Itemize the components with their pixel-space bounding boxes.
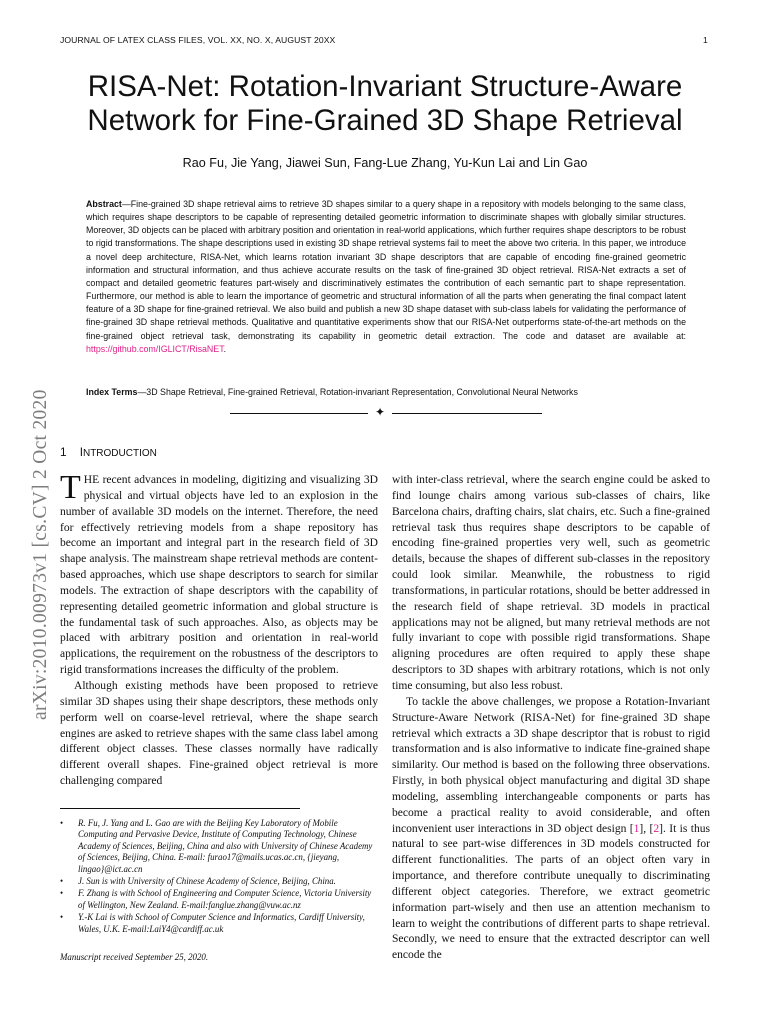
paragraph bbox=[392, 695, 710, 964]
separator-rule-left bbox=[230, 413, 368, 414]
paragraph-text: recent advances in modeling, digitizing and visualizing 3D physical and virtual objects have led to an explosion in the number of available 3D models on the internet. Therefore, the need for effectively retrieving models from a shape repository has become an important and integral part in the research field of 3D shape analysis. The mainstream shape retrieval methods are content-based approaches, which use shape descriptors to search for similar models. The extraction of shape descriptors with the capability of representing detailed geometric information and global structure is the fundamental task of such approaches. Also, as objects may be placed with arbitrary position and orientation in real-world applications, the requirement on the robustness of the descriptors to rigid transformations increases the difficulty of the problem. bbox=[60, 474, 378, 677]
running-header: JOURNAL OF LATEX CLASS FILES, VOL. XX, NO. X, AUGUST 20XX bbox=[60, 35, 336, 45]
paragraph: with inter-class retrieval, where the search engine could be asked to find lounge chairs among various sub-classes of chairs, like Barcelona chairs, drafting chairs, slat chairs, etc. Such a fine-grained retrieval task thus requires shape descriptors to be capable of encoding fine-grained properties very well, such as geometric details, because the shapes of different sub-classes in the repository could look similar. Meanwhile, the robustness to rigid transformations, in particular rotations, should be better addressed in the research field of shape retrieval. 3D models in practical applications may not be aligned, but many retrieval methods are not fully invariant to cope with possible rigid transformations. Shape aligning procedures are often required to apply these shape descriptors to 3D shapes with arbitrary rotations, which is not only time consuming, but also less robust. bbox=[392, 474, 710, 692]
index-terms-label: Index Terms bbox=[86, 387, 138, 397]
right-column bbox=[392, 473, 710, 964]
footnote-rule bbox=[60, 808, 300, 809]
index-terms bbox=[86, 386, 686, 399]
footnote-item: • R. Fu, J. Yang and L. Gao are with the Beijing Key Laboratory of Mobile Computing and Pervasive Device, Institute of Computing Technology, Chinese Academy of Sciences, Beijing, China and also with University of Chinese Academy of Sciences, Beijing, China. E-mail: furao17@mails.ucas.ac.cn, {jieyang, lingao}@ict.ac.cn bbox=[60, 818, 378, 875]
paragraph: Although existing methods have been proposed to retrieve similar 3D shapes using their shape descriptors, these methods only perform well on coarse-level retrieval, where the shape search engines are asked to retrieve shapes with the same class label among different object classes. These classes normally have radically different overall shapes. Fine-grained object retrieval is more challenging compared bbox=[60, 679, 378, 788]
citation-link[interactable]: 1 bbox=[633, 822, 640, 835]
left-column bbox=[60, 469, 378, 790]
lead-word: HE bbox=[83, 474, 100, 486]
title-line-2: Network for Fine-Grained 3D Shape Retrieval bbox=[87, 104, 683, 137]
abstract bbox=[86, 198, 686, 356]
citation-link[interactable]: 2 bbox=[653, 822, 660, 835]
paper-title bbox=[60, 70, 710, 138]
section-initial: I bbox=[79, 445, 83, 459]
paragraph bbox=[60, 469, 378, 679]
section-heading bbox=[60, 445, 157, 459]
diamond-ornament-icon: ✦ bbox=[375, 405, 386, 419]
footnote-item: • Y.-K Lai is with School of Computer Science and Informatics, Cardiff University, Wales, U.K. E-mail:LaiY4@cardiff.ac.uk bbox=[60, 912, 378, 935]
section-title-rest: NTRODUCTION bbox=[82, 448, 157, 459]
paragraph-text: To tackle the above challenges, we propose a Rotation-Invariant Structure-Aware Network (RISA-Net) for fine-grained 3D shape retrieval which extracts a 3D shape descriptor that is robust to rigid transformation and is also informative to indicate fine-grained shape similarity. Our method is based on the following three observations. Firstly, in both physical object manufacturing and digital 3D shape modeling, assembling interchangeable components or parts has become a practical reality to avoid considerable, and often inconvenient user interactions in 3D object design [ bbox=[392, 695, 710, 835]
abstract-label: Abstract bbox=[86, 199, 122, 209]
index-terms-text: —3D Shape Retrieval, Fine-grained Retrieval, Rotation-invariant Representation, Convolutional Neural Networks bbox=[137, 387, 578, 397]
paragraph-text: ], [ bbox=[639, 822, 654, 835]
drop-cap: T bbox=[60, 469, 81, 506]
title-line-1: RISA-Net: Rotation-Invariant Structure-Aware bbox=[87, 70, 683, 103]
affiliation-footnotes bbox=[60, 818, 378, 936]
page-number: 1 bbox=[703, 35, 708, 45]
paragraph-text: ]. It is thus natural to see part-wise differences in 3D models constructed for different functionalities. The parts of an object often vary in importance, and therefore contribute unequally to discriminating different object categories. Therefore, we extract geometric information part-wisely and then use an attention mechanism to learn to weight the contributions of different parts to shape retrieval. Secondly, we need to ensure that the extracted descriptor can well encode the bbox=[392, 822, 710, 962]
arxiv-stamp: arXiv:2010.00973v1 [cs.CV] 2 Oct 2020 bbox=[30, 389, 51, 720]
separator-rule-right bbox=[392, 413, 542, 414]
code-link[interactable]: https://github.com/IGLICT/RisaNET bbox=[86, 343, 224, 354]
manuscript-note: Manuscript received September 25, 2020. bbox=[60, 952, 209, 962]
section-number: 1 bbox=[60, 445, 67, 459]
abstract-end: . bbox=[223, 343, 227, 354]
author-list: Rao Fu, Jie Yang, Jiawei Sun, Fang-Lue Zhang, Yu-Kun Lai and Lin Gao bbox=[182, 156, 588, 170]
footnote-item: • F. Zhang is with School of Engineering and Computer Science, Victoria University of Wellington, New Zealand. E-mail:fanglue.zhang@vuw.ac.nz bbox=[60, 888, 378, 911]
abstract-text: —Fine-grained 3D shape retrieval aims to retrieve 3D shapes similar to a query shape in a repository with models belonging to the same class, which requires shape descriptors to be capable of representing detailed geometric information to discriminate shapes with globally similar structures. Moreover, 3D objects can be placed with arbitrary position and orientation in real-world applications, which further requires shape descriptors to be robust to rigid transformations. The shape descriptions used in existing 3D shape retrieval systems fail to meet the above two criteria. In this paper, we introduce a novel deep architecture, RISA-Net, which learns rotation invariant 3D shape descriptors that are capable of encoding fine-grained geometric information and structural information, and thus achieve accurate results on the task of fine-grained 3D object retrieval. RISA-Net extracts a set of compact and detailed geometric features part-wisely and discriminatively estimates the contribution of each semantic part to shape representation. Furthermore, our method is able to learn the importance of geometric and structural information of all the parts when generating the final compact latent feature of a 3D shape for fine-grained retrieval. We also build and publish a new 3D shape dataset with sub-class labels for validating the performance of fine-grained 3D shape retrieval methods. Qualitative and quantitative experiments show that our RISA-Net outperforms state-of-the-art methods on the fine-grained object retrieval task, demonstrating its capability in geometric detail extraction. The code and dataset are available at: bbox=[86, 199, 686, 341]
footnote-item: • J. Sun is with University of Chinese Academy of Science, Beijing, China. bbox=[60, 876, 378, 887]
